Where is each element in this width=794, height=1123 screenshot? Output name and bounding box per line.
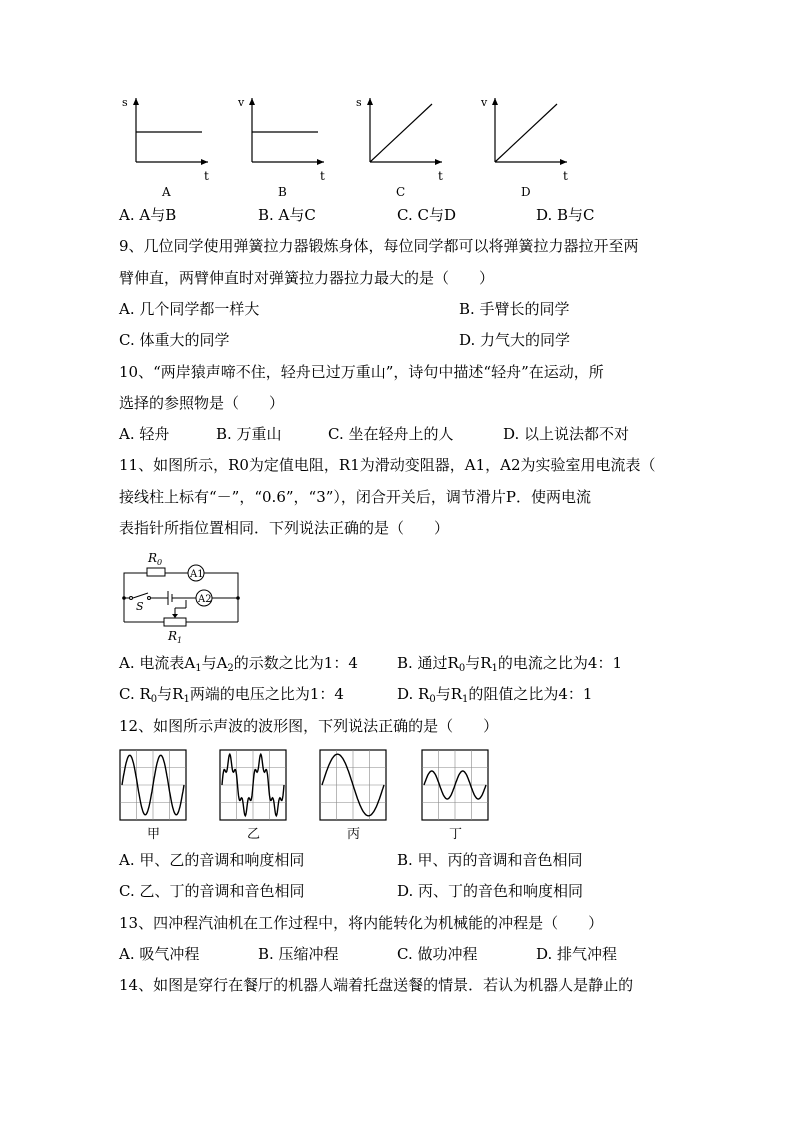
q10-option-a[interactable]: A. 轻舟 [119,425,170,443]
motion-graphs [0,90,794,290]
y-arrow [249,98,255,105]
q12-option-b[interactable]: B. 甲、丙的音调和音色相同 [397,851,583,869]
x-axis-label: t [204,169,209,183]
q9-stem-line2: 臂伸直，两臂伸直时对弹簧拉力器拉力最大的是（ ） [119,269,495,287]
q10-stem-line1: 10、“两岸猿声啼不住，轻舟已过万重山”，诗句中描述“轻舟”在运动，所 [119,363,604,381]
x-arrow [560,159,567,165]
r1-subscript: 1 [177,636,183,643]
a2-label: A2 [198,594,212,605]
q12-option-d[interactable]: D. 丙、丁的音色和响度相同 [397,882,584,900]
x-axis-label: t [438,169,443,183]
q13-option-c[interactable]: C. 做功冲程 [397,945,478,963]
svg-text:R0 [147,551,162,567]
waveform-label: 丁 [449,827,463,842]
q10-option-d[interactable]: D. 以上说法都不对 [503,425,630,443]
q9-option-b[interactable]: B. 手臂长的同学 [459,300,570,318]
graph-label: C [396,185,406,199]
q9-option-d[interactable]: D. 力气大的同学 [459,331,571,349]
y-axis-label: s [356,96,362,109]
q13-option-d[interactable]: D. 排气冲程 [536,945,618,963]
graph-D [480,96,568,199]
x-axis-label: t [320,169,325,183]
y-arrow [492,98,498,105]
q10-option-b[interactable]: B. 万重山 [216,425,282,443]
waveform-label: 乙 [247,827,261,842]
graph-line [370,104,432,162]
q12-stem: 12、如图所示声波的波形图，下列说法正确的是（ ） [119,717,499,735]
waveform-3 [320,750,386,842]
q11-option-b[interactable]: B. 通过$R_0$与$R_1$的电流之比为4：1 [397,654,622,674]
r1-label: R [168,629,178,643]
graph-label: B [278,185,287,199]
q8-option-b[interactable]: B. A与C [258,206,316,224]
waveform-label: 甲 [147,827,161,842]
y-axis-label: s [122,96,128,109]
q11-option-d[interactable]: D. $R_0$与$R_1$的阻值之比为4：1 [397,685,593,705]
graph-label: D [521,185,531,199]
q13-stem: 13、四冲程汽油机在工作过程中，将内能转化为机械能的冲程是（ ） [119,914,604,932]
y-axis-label: v [238,96,245,109]
a1-label: A1 [190,569,204,580]
x-arrow [435,159,442,165]
q8-option-a[interactable]: A. A与B [119,206,177,224]
q10-option-c[interactable]: C. 坐在轻舟上的人 [328,425,454,443]
y-arrow [133,98,139,105]
q12-option-a[interactable]: A. 甲、乙的音调和响度相同 [119,851,305,869]
switch-label: S [136,600,144,613]
q11-option-c[interactable]: C. $R_0$与$R_1$两端的电压之比为1：4 [119,685,344,705]
waveform-label: 丙 [347,827,361,842]
waveform-4 [422,750,488,842]
q11-stem-line2: 接线柱上标有“－”，“0.6”，“3”），闭合开关后，调节滑片P．使两电流 [119,488,592,506]
q14-stem: 14、如图是穿行在餐厅的机器人端着托盘送餐的情景．若认为机器人是静止的 [119,976,634,994]
q9-stem-line1: 9、几位同学使用弹簧拉力器锻炼身体，每位同学都可以将弹簧拉力器拉开至两 [119,237,639,255]
q11-option-a[interactable]: A. 电流表$A_1$与$A_2$的示数之比为1：4 [119,654,358,674]
svg-text:R1 [167,629,182,643]
q9-option-a[interactable]: A. 几个同学都一样大 [119,300,260,318]
waveforms [0,745,794,845]
circuit-diagram [118,548,258,643]
r0-label: R [148,551,158,565]
q13-option-a[interactable]: A. 吸气冲程 [119,945,200,963]
y-axis-label: v [481,96,488,109]
q10-stem-line2: 选择的参照物是（ ） [119,394,285,412]
q8-option-d[interactable]: D. B与C [536,206,595,224]
x-arrow [201,159,208,165]
q13-option-b[interactable]: B. 压缩冲程 [258,945,339,963]
q8-option-c[interactable]: C. C与D [397,206,456,224]
graph-line [495,104,557,162]
x-axis-label: t [563,169,568,183]
graph-C [356,96,443,199]
y-arrow [367,98,373,105]
graph-A [122,96,209,199]
waveform-1 [120,750,186,842]
r0-subscript: 0 [157,558,163,567]
graph-label: A [162,185,171,199]
q12-option-c[interactable]: C. 乙、丁的音调和音色相同 [119,882,305,900]
waveform-2 [220,750,286,842]
x-arrow [317,159,324,165]
q11-stem-line1: 11、如图所示，R0为定值电阻，R1为滑动变阻器，A1，A2为实验室用电流表（ [119,456,656,474]
q9-option-c[interactable]: C. 体重大的同学 [119,331,230,349]
graph-B [237,96,325,199]
q11-stem-line3: 表指针所指位置相同．下列说法正确的是（ ） [119,519,450,537]
